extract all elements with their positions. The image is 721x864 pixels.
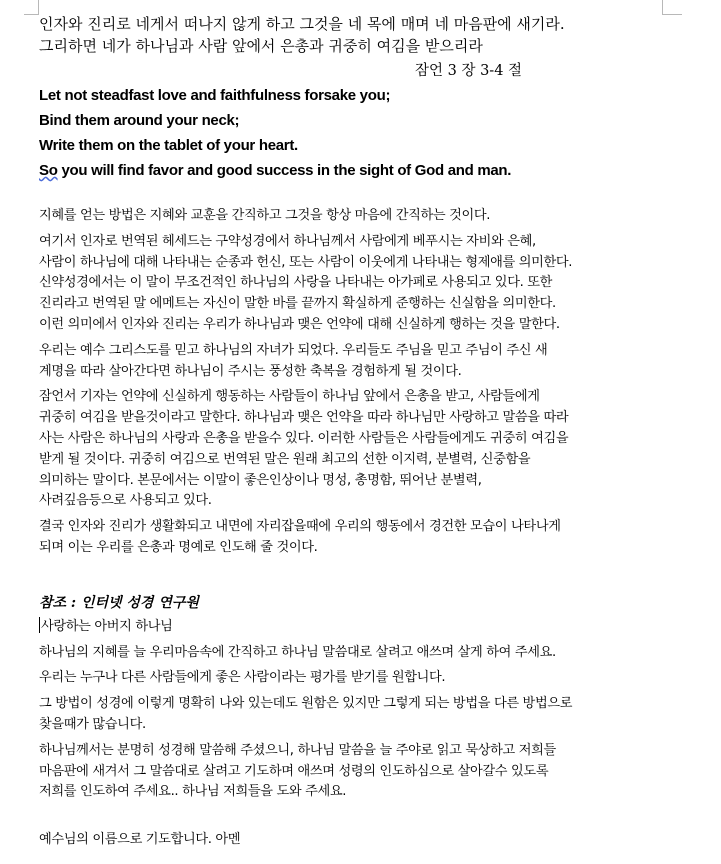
- text-line: 결국 인자와 진리가 생활화되고 내면에 자리잡을때에 우리의 행동에서 경건한 모습이 나타나게: [39, 519, 561, 535]
- text-line: 사려깊음등으로 사용되고 있다.: [39, 493, 212, 509]
- text-line: 우리는 누구나 다른 사람들에게 좋은 사람이라는 평가를 받기를 원합니다.: [39, 670, 446, 686]
- text-line: 여기서 인자로 번역된 헤세드는 구약성경에서 하나님께서 사람에게 베푸시는 자비와 은혜,: [39, 233, 536, 249]
- page-corner-mark-left-horizontal: [24, 14, 39, 15]
- text-line: 우리는 예수 그리스도를 믿고 하나님의 자녀가 되었다. 우리들도 주님을 믿고 주님이 주신 새: [39, 342, 548, 358]
- text-line: 찾을때가 많습니다.: [39, 716, 146, 732]
- text-line: 잠언서 기자는 언약에 신실하게 행동하는 사람들이 하나님 앞에서 은총을 받고, 사람들에게: [39, 389, 540, 405]
- text-line: 의미하는 말이다. 본문에서는 이말이 좋은인상이나 명성, 총명함, 뛰어난 분별력,: [39, 472, 482, 488]
- commentary-paragraph: [39, 232, 709, 336]
- prayer-paragraph: [39, 668, 709, 689]
- text-line: 그 방법이 성경에 이렇게 명확히 나와 있는데도 원함은 있지만 그렇게 되는 방법을 다른 방법으로: [39, 696, 573, 712]
- commentary-paragraph: [39, 517, 709, 559]
- reference-note: 참조 : 인터넷 성경 연구원: [39, 594, 199, 611]
- text-cursor: [39, 617, 40, 633]
- text-line: 신약성경에서는 이 말이 무조건적인 하나님의 사랑을 나타내는 아가페로 사용되고 있다. 또한: [39, 275, 553, 291]
- verse-english-line: Let not steadfast love and faithfulness forsake you;: [39, 87, 391, 104]
- text-line: 하나님께서는 분명히 성경해 말씀해 주셨으니, 하나님 말씀을 늘 주야로 읽고 묵상하고 저희들: [39, 742, 556, 758]
- verse-korean-line: 그리하면 네가 하나님과 사람 앞에서 은총과 귀중히 여김을 받으리라: [39, 36, 483, 55]
- verse-english-line-rest: you will find favor and good success in the sight of God and man.: [57, 162, 512, 179]
- text-line: 계명을 따라 살아간다면 하나님이 주시는 풍성한 축복을 경험하게 될 것이다.: [39, 363, 462, 379]
- text-line: 받게 될 것이다. 귀중히 여김으로 번역된 말은 원래 최고의 선한 이지력, 분별력, 신중함을: [39, 451, 531, 467]
- verse-english: [39, 87, 709, 179]
- text-line: 진리라고 번역된 말 에메트는 자신이 말한 바를 끝까지 확실하게 준행하는 신실함을 의미한다.: [39, 296, 556, 312]
- closing-line: 예수님의 이름으로 기도합니다. 아멘: [39, 832, 241, 848]
- text-line: 되며 이는 우리를 은총과 명예로 인도해 줄 것이다.: [39, 539, 318, 555]
- commentary: [39, 206, 709, 559]
- document-page[interactable]: [39, 14, 709, 856]
- text-line: 저희를 인도하여 주세요.. 하나님 저희들을 도와 주세요.: [39, 784, 347, 800]
- verse-english-line: Bind them around your neck;: [39, 112, 240, 129]
- text-line: 사는 사람은 하나님의 사랑과 은총을 받을수 있다. 이러한 사람들은 사람들에게도 귀중히 여김을: [39, 430, 569, 446]
- prayer-paragraph: [39, 617, 709, 638]
- prayer: [39, 617, 709, 803]
- text-line: 지혜를 얻는 방법은 지혜와 교훈을 간직하고 그것을 항상 마음에 간직하는 것이다.: [39, 208, 491, 223]
- verse-korean-line: 인자와 진리로 네게서 떠나지 않게 하고 그것을 네 목에 매며 네 마음판에 새기라.: [39, 15, 565, 33]
- verse-reference: 잠언 3 장 3-4 절: [415, 63, 523, 79]
- verse-english-line: [39, 162, 709, 179]
- prayer-paragraph: [39, 694, 709, 736]
- commentary-paragraph: [39, 341, 709, 383]
- text-line: [39, 617, 709, 638]
- text-line: 마음판에 새겨서 그 말씀대로 살려고 기도하며 애쓰며 성령의 인도하심으로 살아갈수 있도록: [39, 763, 549, 779]
- text-line: 하나님의 지혜를 늘 우리마음속에 간직하고 하나님 말씀대로 살려고 애쓰며 살게 하여 주세요.: [39, 644, 556, 660]
- spellcheck-underlined-word[interactable]: So: [39, 162, 58, 179]
- commentary-paragraph: [39, 206, 709, 227]
- page-corner-mark-left-vertical: [38, 0, 39, 14]
- verse-korean: [39, 14, 709, 57]
- page-corner-mark-right-vertical: [662, 0, 663, 14]
- text-line: 귀중히 여김을 받을것이라고 말한다. 하나님과 맺은 언약을 따라 하나님만 사랑하고 말씀을 따라: [39, 410, 569, 426]
- prayer-paragraph: [39, 741, 709, 803]
- commentary-paragraph: [39, 387, 709, 512]
- text-line: 사람이 하나님에 대해 나타내는 순종과 헌신, 또는 사람이 이웃에게 나타내는 형제애를 의미한다.: [39, 254, 573, 270]
- verse-english-line: Write them on the tablet of your heart.: [39, 137, 298, 154]
- prayer-paragraph: [39, 643, 709, 664]
- text-line: 이런 의미에서 인자와 진리는 우리가 하나님과 맺은 언약에 대해 신실하게 행하는 것을 말한다.: [39, 316, 560, 332]
- prayer-salutation: 사랑하는 아버지 하나님: [41, 618, 173, 634]
